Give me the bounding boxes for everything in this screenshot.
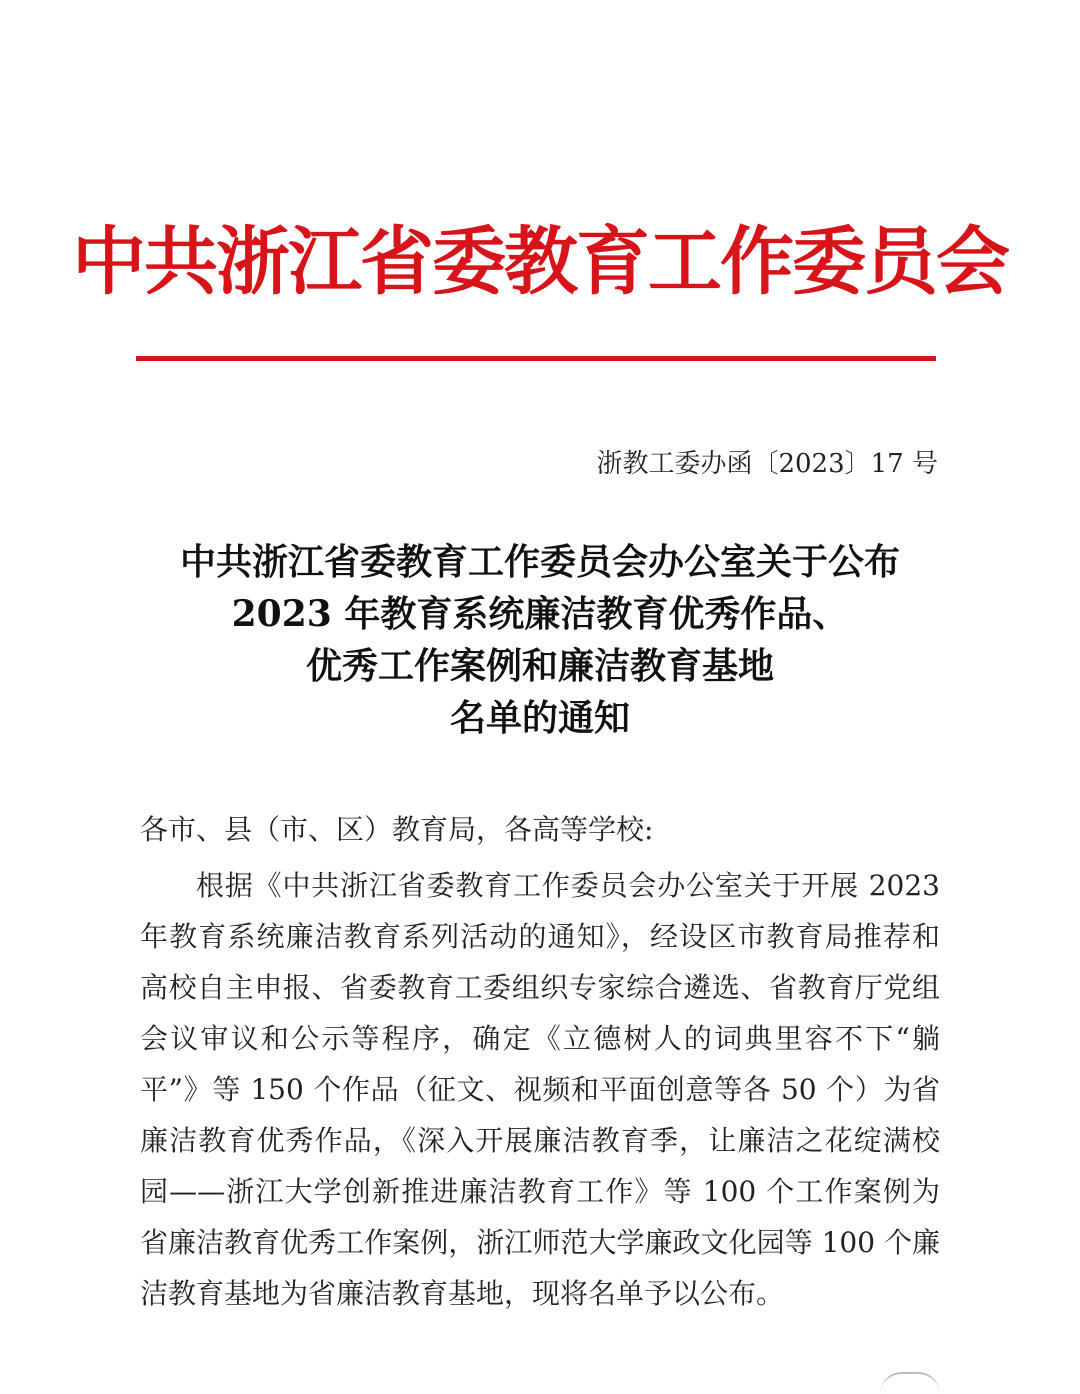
body-line: 廉洁教育优秀作品，《深入开展廉洁教育季，让廉洁之花绽满校 xyxy=(140,1124,940,1157)
body-line: 省廉洁教育优秀工作案例，浙江师范大学廉政文化园等 100 个廉 xyxy=(140,1226,940,1259)
masthead-title: 中共浙江省委教育工作委员会 xyxy=(72,219,1008,305)
body-line: 根据《中共浙江省委教育工作委员会办公室关于开展 2023 xyxy=(196,869,940,902)
title-line: 名单的通知 xyxy=(449,697,630,739)
notice-title xyxy=(100,536,980,744)
body-line: 洁教育基地为省廉洁教育基地，现将名单予以公布。 xyxy=(140,1277,785,1310)
title-line: 中共浙江省委教育工作委员会办公室关于公布 xyxy=(179,541,900,583)
title-line: 优秀工作案例和廉洁教育基地 xyxy=(305,645,774,687)
body-line: 年教育系统廉洁教育系列活动的通知》，经设区市教育局推荐和 xyxy=(140,920,940,953)
title-line: 2023 年教育系统廉洁教育优秀作品、 xyxy=(231,593,849,635)
body-line: 会议审议和公示等程序，确定《立德树人的词典里容不下“躺 xyxy=(140,1022,940,1055)
body-line: 园——浙江大学创新推进廉洁教育工作》等 100 个工作案例为 xyxy=(140,1175,940,1208)
salutation: 各市、县（市、区）教育局，各高等学校: xyxy=(140,813,654,846)
body-paragraph xyxy=(140,860,940,1319)
body-line: 平”》等 150 个作品（征文、视频和平面创意等各 50 个）为省 xyxy=(140,1073,940,1106)
page-curl-mark xyxy=(880,1372,940,1394)
body-line: 高校自主申报、省委教育工委组织专家综合遴选、省教育厅党组 xyxy=(140,971,940,1004)
red-divider-line xyxy=(136,356,936,361)
document-number: 浙教工委办函〔2023〕17 号 xyxy=(596,449,938,479)
